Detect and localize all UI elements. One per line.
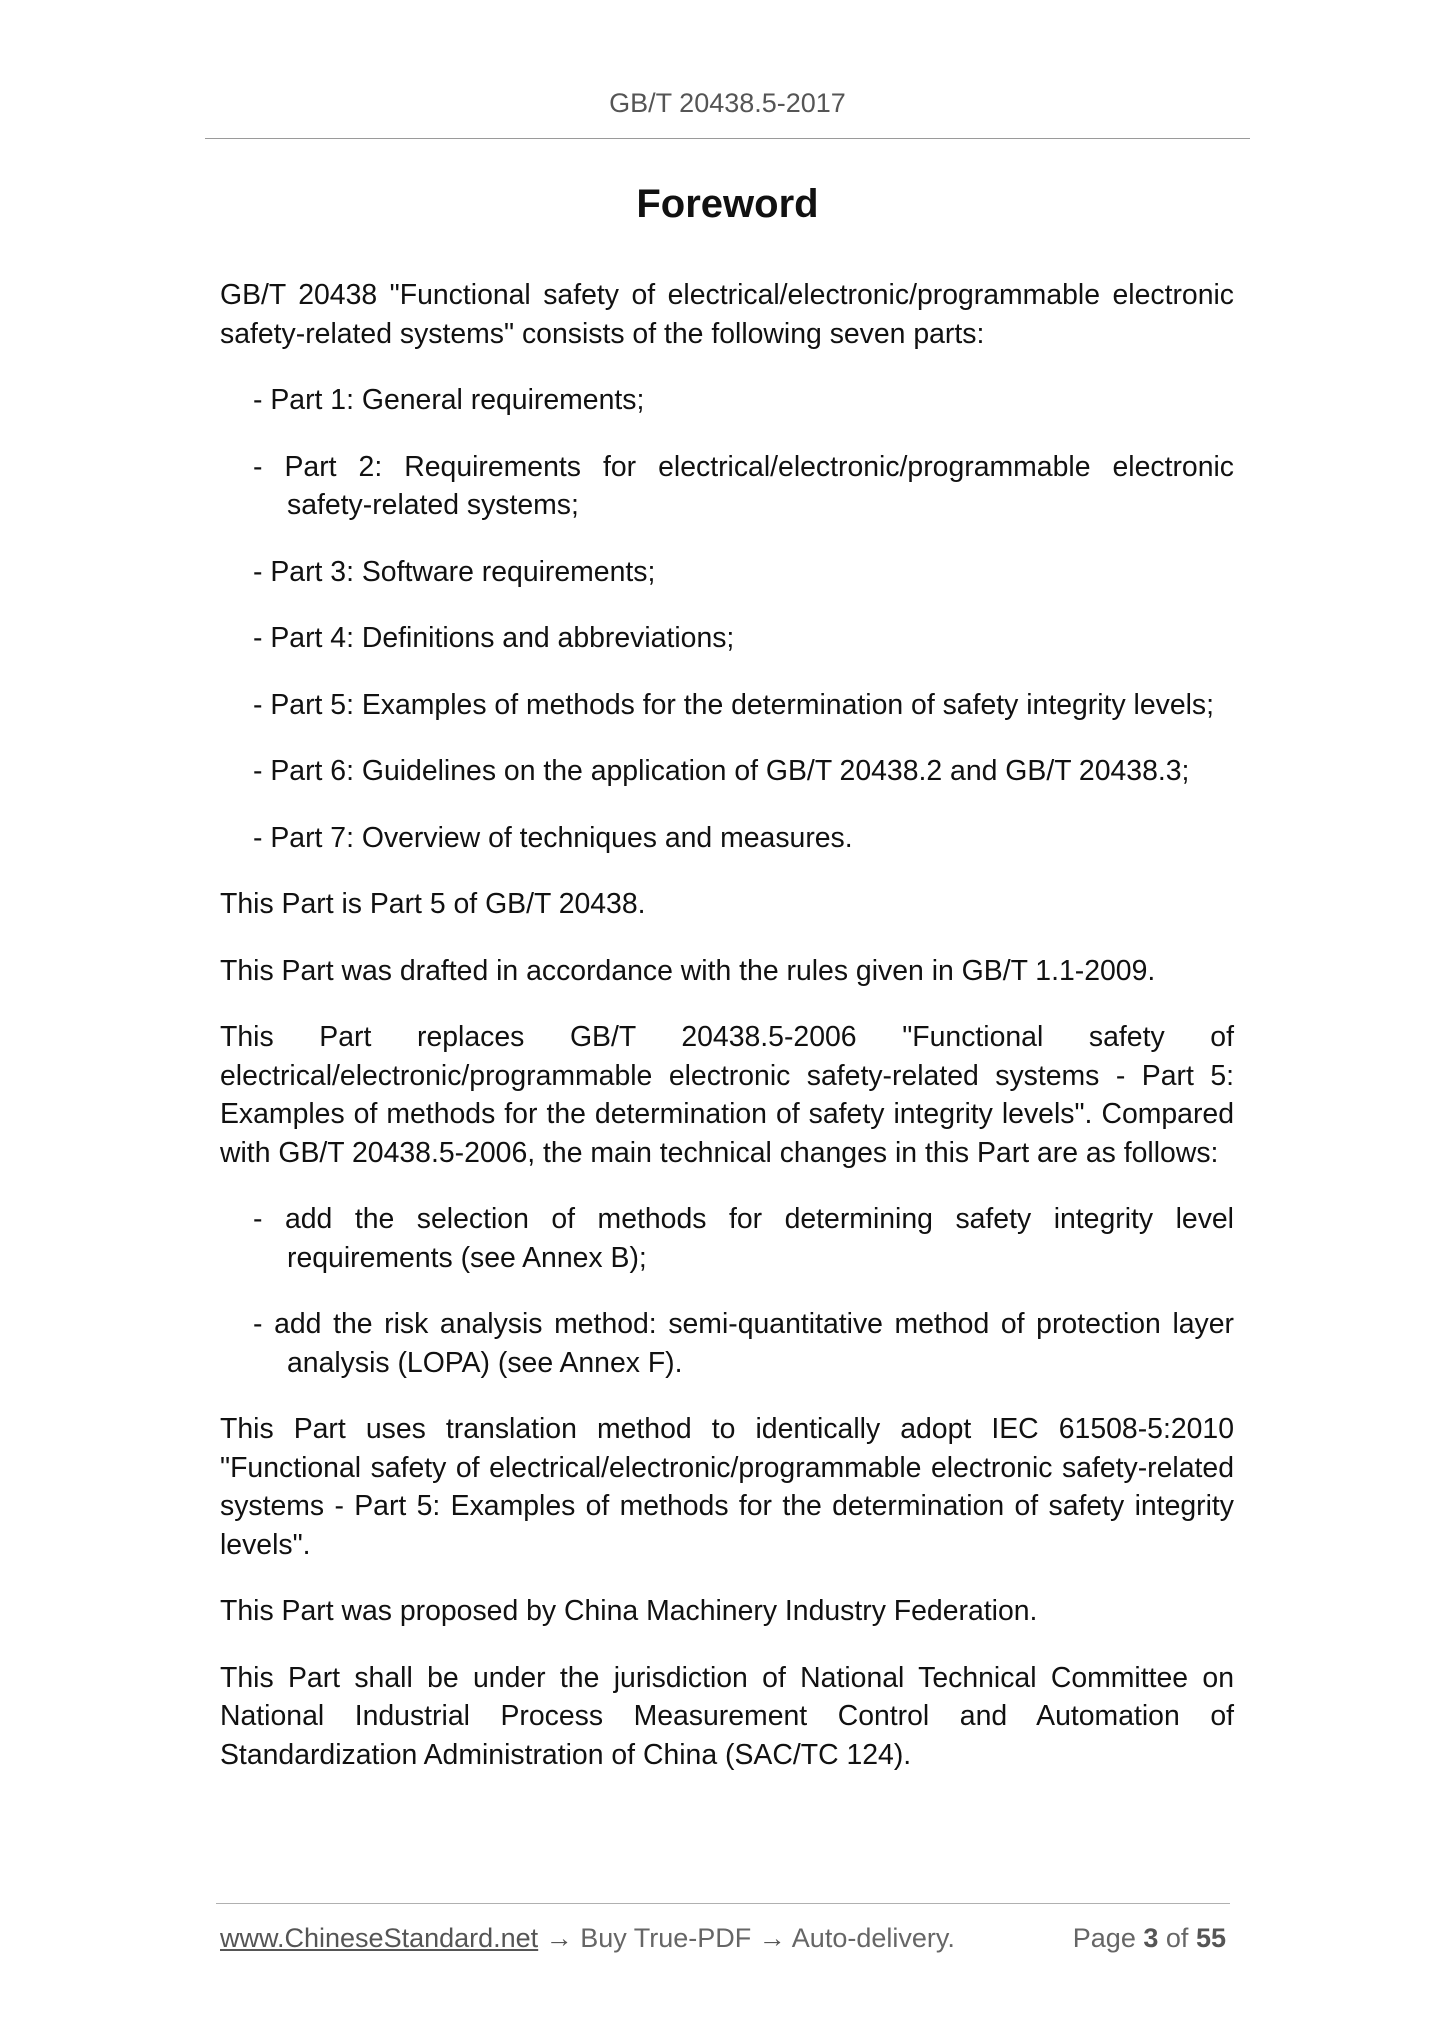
intro-paragraph: GB/T 20438 "Functional safety of electrical/electronic/programmable electronic safety-related systems" consists of the following seven parts: xyxy=(220,279,1234,350)
running-header: GB/T 20438.5-2017 xyxy=(609,88,846,118)
list-item-part-6: - Part 6: Guidelines on the application of GB/T 20438.2 and GB/T 20438.3; xyxy=(253,755,1190,787)
adoption-paragraph: This Part uses translation method to identically adopt IEC 61508-5:2010 "Functional safety of electrical/electronic/programmable electronic safety-related systems - Part 5: Examples of methods for the determination of safety integrity levels". xyxy=(220,1413,1234,1561)
list-item-part-1: - Part 1: General requirements; xyxy=(253,384,645,416)
page-title: Foreword xyxy=(636,182,819,226)
replacement-paragraph: This Part replaces GB/T 20438.5-2006 "Functional safety of electrical/electronic/programmable electronic safety-related systems - Part 5: Examples of methods for the determination of safety integrity levels". Compared with GB/T 20438.5-2006, the main technical changes in this Part are as follows: xyxy=(220,1021,1234,1169)
footer-divider xyxy=(216,1903,1230,1904)
body-content xyxy=(220,276,1234,1774)
current-page: 3 xyxy=(1143,1923,1159,1953)
arrow-right-icon: → xyxy=(758,1923,786,1953)
drafting-rules-paragraph: This Part was drafted in accordance with the rules given in GB/T 1.1-2009. xyxy=(220,954,1156,987)
total-pages: 55 xyxy=(1195,1923,1226,1953)
list-item-part-4: - Part 4: Definitions and abbreviations; xyxy=(253,622,735,654)
buy-pdf-text: Buy True-PDF xyxy=(580,1923,752,1953)
list-item-part-5: - Part 5: Examples of methods for the determination of safety integrity levels; xyxy=(253,688,1214,721)
part-statement-paragraph: This Part is Part 5 of GB/T 20438. xyxy=(220,888,646,920)
jurisdiction-paragraph: This Part shall be under the jurisdiction of National Technical Committee on National Industrial Process Measurement Control and Automation of Standardization Administration of China (SAC/TC 124). xyxy=(220,1661,1234,1771)
list-item-part-7: - Part 7: Overview of techniques and measures. xyxy=(253,821,853,854)
footer-promo xyxy=(220,1923,955,1954)
change-item-annex-b: - add the selection of methods for determining safety integrity level requirements (see Annex B); xyxy=(253,1203,1234,1274)
change-item-annex-f: - add the risk analysis method: semi-quantitative method of protection layer analysis (LOPA) (see Annex F). xyxy=(253,1308,1234,1379)
page-number xyxy=(1073,1923,1226,1954)
list-item-part-3: - Part 3: Software requirements; xyxy=(253,555,656,588)
website-link[interactable]: www.ChineseStandard.net xyxy=(220,1923,539,1953)
list-item-part-2: - Part 2: Requirements for electrical/electronic/programmable electronic safety-related systems; xyxy=(253,450,1234,521)
of-label: of xyxy=(1165,1923,1189,1953)
delivery-text: Auto-delivery. xyxy=(791,1923,955,1953)
arrow-right-icon: → xyxy=(545,1923,573,1953)
page-label: Page xyxy=(1072,1923,1136,1953)
proposer-paragraph: This Part was proposed by China Machinery Industry Federation. xyxy=(220,1595,1038,1627)
header-divider xyxy=(205,138,1250,139)
